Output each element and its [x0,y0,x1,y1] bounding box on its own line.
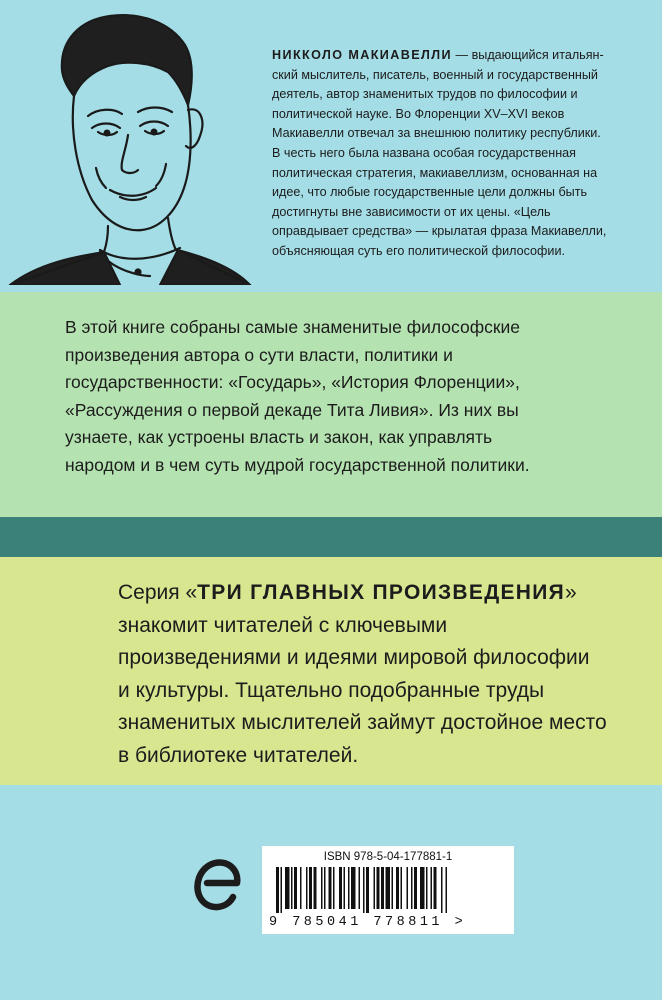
bio-line: Макиавелли отвечал за внешнюю политику республики. [272,126,601,141]
series-name: ТРИ ГЛАВНЫХ ПРОИЗВЕДЕНИЯ [197,581,566,604]
publisher-logo-icon [193,857,243,915]
bio-line: НИККОЛО МАКИАВЕЛЛИ — выдающийся итальян- [272,48,604,62]
bio-line: ский мыслитель, писатель, военный и государственный [272,67,598,82]
description-line: государственности: «Государь», «История Флоренции», [65,372,520,392]
bio-line: политическая стратегия, макиавеллизм, основанная на [272,165,598,180]
portrait-illustration [0,0,255,285]
bio-line: политической науке. Во Флоренции XV–XVI веков [272,106,565,121]
bio-line: оправдывает средства» — крылатая фраза Макиавелли, [272,224,607,239]
author-name: НИККОЛО МАКИАВЕЛЛИ [272,48,452,62]
series-description [118,577,648,772]
series-line: и культуры. Тщательно подобранные труды [118,678,545,702]
book-description [65,314,645,479]
bio-line: В честь него была названа особая государственная [272,145,576,160]
description-line: «Рассуждения о первой декаде Тита Ливия». Из них вы [65,399,519,420]
series-line: знаменитых мыслителей займут достойное место [118,711,607,734]
barcode-icon [276,867,500,913]
bio-line: достигнуты вне зависимости от их цены. «Цель [272,204,551,219]
isbn-label: ISBN 978-5-04-177881-1 [323,851,453,863]
series-band [0,557,662,785]
series-line: произведениями и идеями мировой философии [118,646,590,669]
divider-band [0,517,662,557]
description-line: узнаете, как устроены власть и закон, как управлять [65,427,493,447]
bio-line: идее, что любые государственные цели должны быть [272,185,588,200]
bio-line: объясняющая суть его политической философии. [272,243,565,258]
series-line: знакомит читателей с ключевыми [118,613,448,637]
author-bio [272,46,642,262]
barcode-digits: 9 785041 778811 > [269,915,467,930]
series-line: Серия «ТРИ ГЛАВНЫХ ПРОИЗВЕДЕНИЯ» [118,581,577,604]
book-description-band [0,292,662,517]
series-line: в библиотеке читателей. [118,743,359,767]
description-line: В этой книге собраны самые знаменитые философские [65,317,521,337]
description-line: произведения автора о сути власти, политики и [65,344,453,365]
description-line: народом и в чем суть мудрой государственной политики. [65,454,530,475]
barcode-block [262,846,514,934]
bio-line: деятель, автор знаменитых трудов по философии и [272,87,578,102]
